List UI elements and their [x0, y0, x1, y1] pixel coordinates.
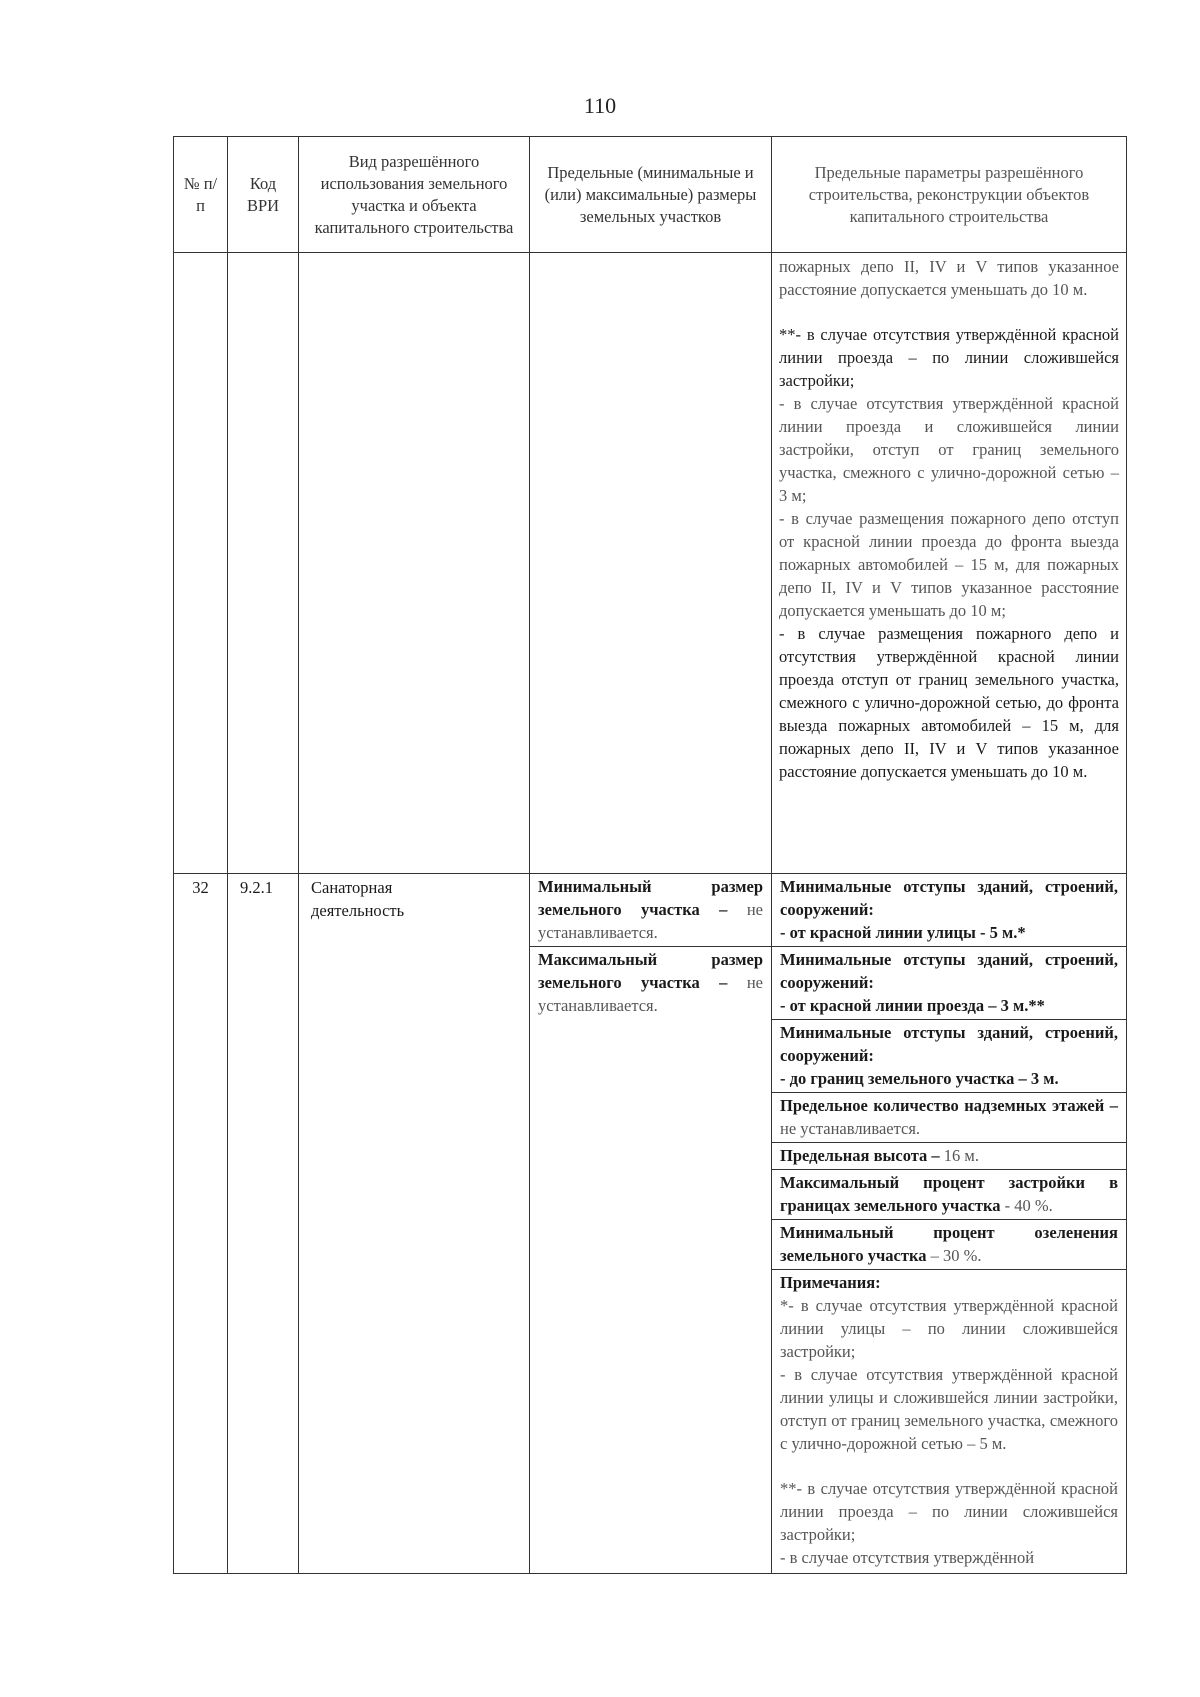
table-row-32: [174, 874, 1127, 1574]
notes-paragraph-4: - в случае отсутствия утверждённой: [780, 1548, 1035, 1567]
param-setback-street-value: - от красной линии улицы - 5 м.*: [780, 923, 1026, 942]
cell-row-use-type: [299, 874, 530, 1574]
header-params: Предельные параметры разрешённого строительства, реконструкции объектов капитального строительства: [772, 137, 1127, 253]
header-sizes: Предельные (минимальные и (или) максимальные) размеры земельных участков: [530, 137, 772, 253]
param-build-percent-value: - 40 %.: [1000, 1196, 1053, 1215]
row-use-type: Санаторная деятельность: [311, 878, 405, 920]
land-use-regulations-table: [173, 136, 1127, 1574]
param-height-value: 16 м.: [939, 1146, 979, 1165]
param-setback-boundary-value: - до границ земельного участка – 3 м.: [780, 1069, 1059, 1088]
continuation-paragraph-3: - в случае отсутствия утверждённой красной линии проезда и сложившейся линии застройки, отступ от границ земельного участка, смежного с улично-дорожной сетью – 3 м;: [779, 394, 1119, 505]
notes-paragraph-2: - в случае отсутствия утверждённой красной линии улицы и сложившейся линии застройки, отступ от границ земельного участка, смежного с улично-дорожной сетью – 5 м.: [780, 1365, 1118, 1453]
param-floors-label: Предельное количество надземных этажей –: [780, 1096, 1118, 1115]
cell-use-empty: [299, 253, 530, 874]
cell-row-code: [228, 874, 299, 1574]
continuation-paragraph-5: - в случае размещения пожарного депо и отсутствия утверждённой красной линии проезда отступ от границ земельного участка, смежного с улично-дорожной сетью, до фронта выезда пожарных автомобилей – 15 м, для пожарных депо II, IV и V типов указанное расстояние допускается уменьшать до 10 м.: [779, 624, 1119, 781]
param-height-label: Предельная высота –: [780, 1146, 940, 1165]
param-setback-boundary: [772, 1020, 1126, 1093]
page-number: 110: [583, 93, 617, 118]
table-row-continuation: [174, 253, 1127, 874]
notes-paragraph-1: *- в случае отсутствия утверждённой красной линии улицы – по линии сложившейся застройки;: [780, 1296, 1118, 1361]
size-min-label: Минимальный размер земельного участка –: [538, 877, 763, 919]
param-green-percent: [772, 1220, 1126, 1270]
param-setback-passage-value: - от красной линии проезда – 3 м.**: [780, 996, 1045, 1015]
size-max-label: Максимальный размер земельного участка –: [538, 950, 763, 992]
size-max-block: [530, 947, 771, 1019]
size-max-value: не устанавливается.: [538, 973, 763, 1015]
param-setback-passage-label: Минимальные отступы зданий, строений, сооружений:: [780, 950, 1118, 992]
notes-title: Примечания:: [780, 1273, 881, 1292]
header-num: № п/п: [174, 137, 228, 253]
cell-row-sizes: [530, 874, 772, 1574]
param-setback-street: [772, 874, 1126, 947]
size-min-block: [530, 874, 771, 947]
header-use-type: Вид разрешённого использования земельного участка и объекта капитального строительства: [299, 137, 530, 253]
param-green-percent-value: – 30 %.: [926, 1246, 982, 1265]
notes-block: [772, 1270, 1126, 1571]
header-code: Код ВРИ: [228, 137, 299, 253]
table-header-row: [174, 137, 1127, 253]
cell-row-params: [772, 874, 1127, 1574]
cell-row-number: [174, 874, 228, 1574]
continuation-paragraph-1: пожарных депо II, IV и V типов указанное расстояние допускается уменьшать до 10 м.: [779, 257, 1119, 299]
cell-params-continuation: [772, 253, 1127, 874]
param-floors-value: не устанавливается.: [780, 1119, 921, 1138]
param-build-percent-label: Максимальный процент застройки в границах земельного участка: [780, 1173, 1118, 1215]
param-setback-street-label: Минимальные отступы зданий, строений, сооружений:: [780, 877, 1118, 919]
continuation-paragraph-2: **- в случае отсутствия утверждённой красной линии проезда – по линии сложившейся застройки;: [779, 325, 1119, 390]
param-setback-passage: [772, 947, 1126, 1020]
cell-num-empty: [174, 253, 228, 874]
notes-paragraph-3: **- в случае отсутствия утверждённой красной линии проезда – по линии сложившейся застройки;: [780, 1479, 1118, 1544]
size-min-value: не устанавливается.: [538, 900, 763, 942]
param-build-percent: [772, 1170, 1126, 1220]
param-setback-boundary-label: Минимальные отступы зданий, строений, сооружений:: [780, 1023, 1118, 1065]
row-code: 9.2.1: [240, 878, 273, 897]
cell-sizes-empty: [530, 253, 772, 874]
cell-code-empty: [228, 253, 299, 874]
param-green-percent-label: Минимальный процент озеленения земельного участка: [780, 1223, 1118, 1265]
continuation-paragraph-4: - в случае размещения пожарного депо отступ от красной линии проезда до фронта выезда пожарных автомобилей – 15 м, для пожарных депо II, IV и V типов указанное расстояние допускается уменьшать до 10 м;: [779, 509, 1119, 620]
param-floors: [772, 1093, 1126, 1143]
param-height: [772, 1143, 1126, 1170]
row-number: 32: [192, 878, 209, 897]
